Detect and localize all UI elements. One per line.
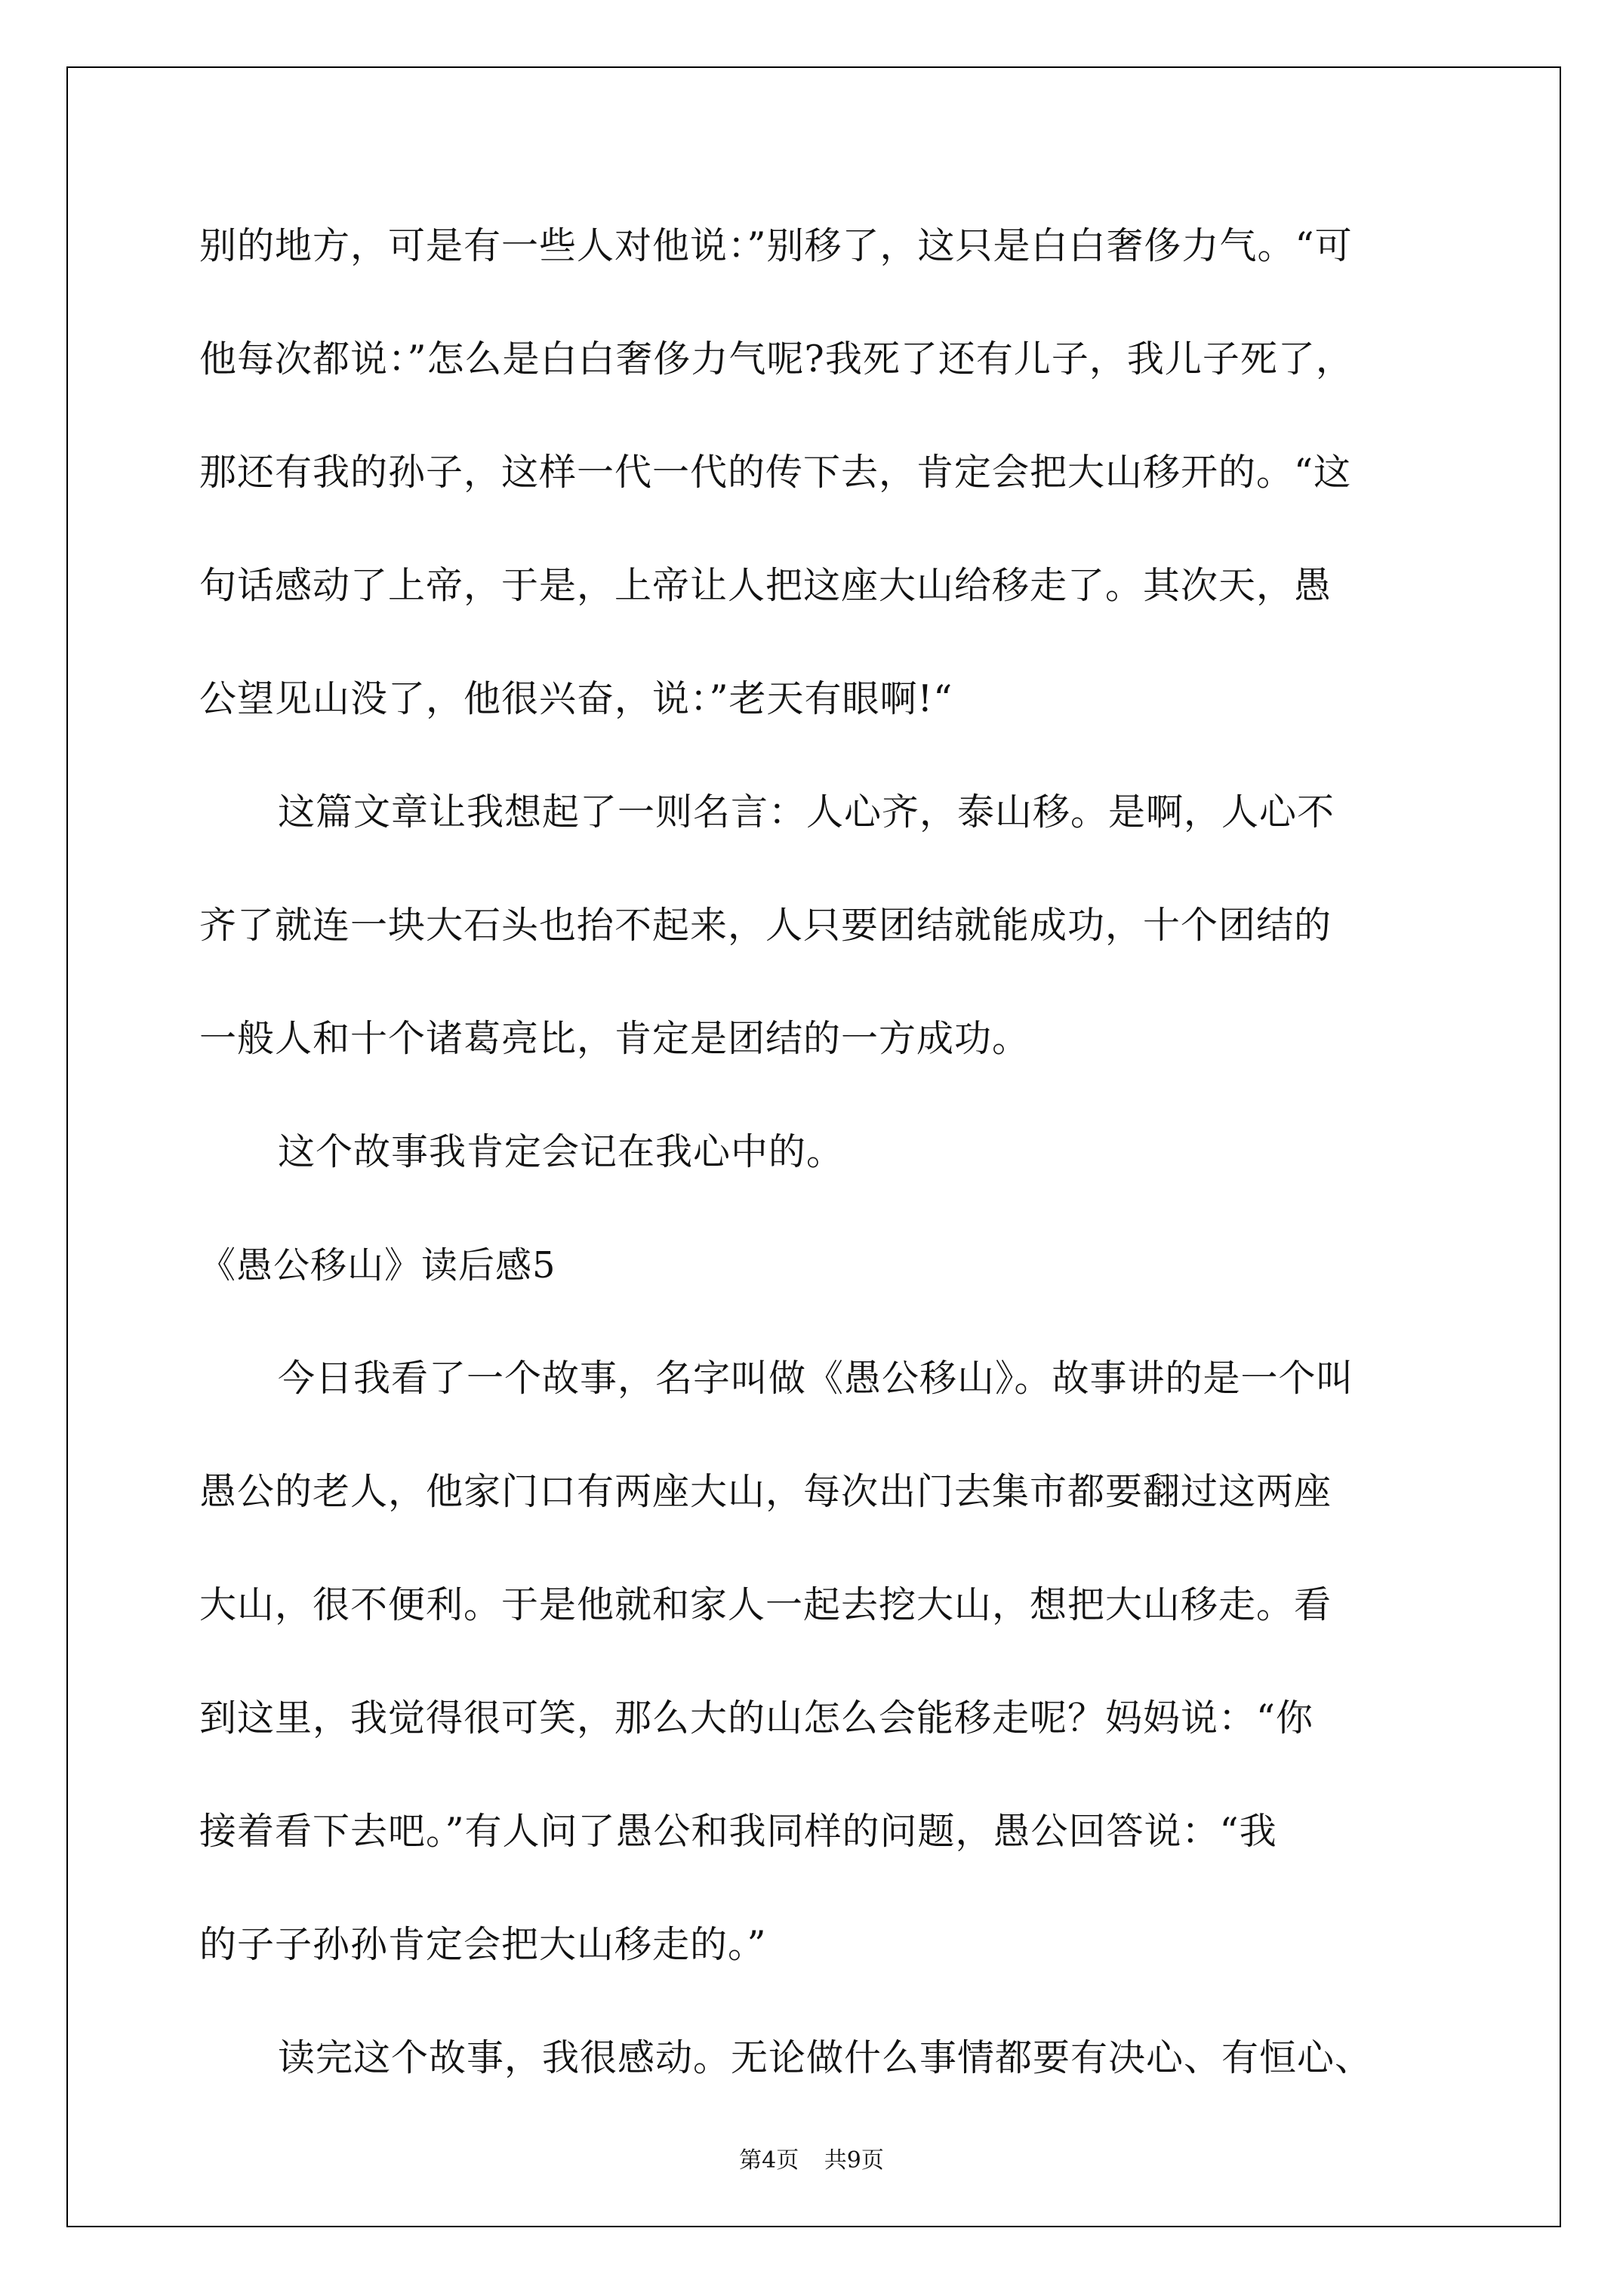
text-line-6: 这篇文章让我想起了一则名言：人心齐，泰山移。是啊，人心不	[278, 791, 1335, 834]
text-line-4: 句话感动了上帝，于是，上帝让人把这座大山给移走了。其次天，愚	[199, 564, 1332, 607]
section-heading: 《愚公移山》读后感5	[199, 1244, 556, 1287]
text-line-15: 接着看下去吧。”有人问了愚公和我同样的问题，愚公回答说：“我	[199, 1810, 1277, 1853]
text-line-16: 的子子孙孙肯定会把大山移走的。”	[199, 1923, 767, 1966]
text-line-8: 一般人和十个诸葛亮比，肯定是团结的一方成功。	[199, 1017, 1030, 1060]
text-line-17: 读完这个故事，我很感动。无论做什么事情都要有决心、有恒心、	[278, 2036, 1373, 2079]
page-total: 共9页	[824, 2147, 884, 2174]
page-number: 第4页	[739, 2147, 799, 2174]
text-line-13: 大山，很不便利。于是他就和家人一起去挖大山，想把大山移走。看	[199, 1583, 1332, 1626]
text-line-14: 到这里，我觉得很可笑，那么大的山怎么会能移走呢？妈妈说：“你	[199, 1697, 1314, 1740]
text-line-11: 今日我看了一个故事，名字叫做《愚公移山》。故事讲的是一个叫	[278, 1357, 1354, 1400]
text-line-2: 他每次都说：”怎么是白白奢侈力气呢?我死了还有儿子，我儿子死了，	[199, 337, 1354, 381]
text-line-9: 这个故事我肯定会记在我心中的。	[278, 1130, 845, 1173]
document-body	[199, 216, 1437, 2141]
text-line-3: 那还有我的孙子，这样一代一代的传下去，肯定会把大山移开的。“这	[199, 451, 1352, 494]
text-line-1: 别的地方，可是有一些人对他说：”别移了，这只是白白奢侈力气。“可	[199, 224, 1353, 267]
text-line-12: 愚公的老人，他家门口有两座大山，每次出门去集市都要翻过这两座	[199, 1470, 1332, 1513]
text-line-5: 公望见山没了，他很兴奋，说：”老天有眼啊!“	[199, 677, 953, 720]
text-line-7: 齐了就连一块大石头也抬不起来，人只要团结就能成功，十个团结的	[199, 904, 1332, 947]
page-footer	[0, 2141, 1623, 2174]
